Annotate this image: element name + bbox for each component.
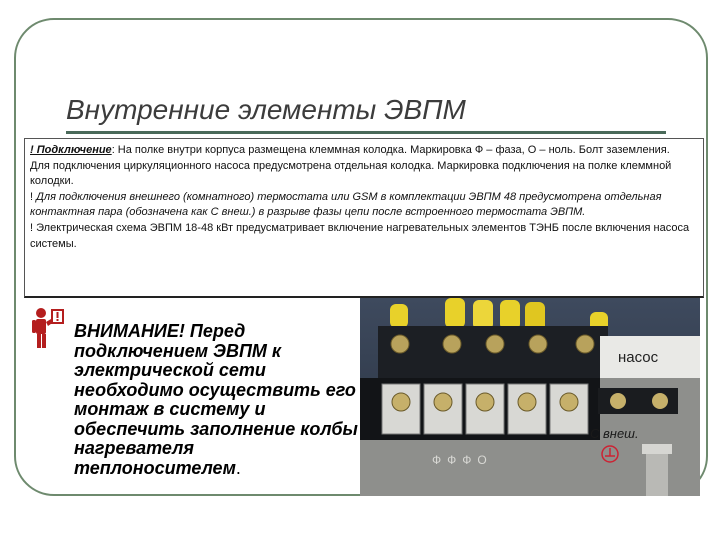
slide-title: Внутренние элементы ЭВПМ — [66, 94, 466, 125]
scheme-text: Электрическая схема ЭВПМ 18-48 кВт предусматривает включение нагревательных элементов ТЭНБ после включения насоса системы. — [30, 221, 690, 250]
warning-person-icon — [30, 306, 64, 350]
info-paragraph-pump: Для подключения циркуляционного насоса предусмотрена отдельная колодка. Маркировка подключения на полке клеммной колодки. — [30, 159, 672, 188]
terminal-block-photo — [360, 298, 700, 496]
warning-period: . — [235, 457, 241, 478]
title-underline — [66, 131, 666, 134]
warning-text — [74, 322, 359, 478]
connection-label: ! Подключение — [30, 144, 112, 156]
phase-marking: ФФФО — [432, 453, 493, 467]
connection-text: : На полке внутри корпуса размещена клеммная колодка. Маркировка Ф – фаза, О – ноль. Болт заземления. — [111, 144, 670, 156]
pump-label: насос — [618, 349, 659, 366]
scheme-mark: ! — [30, 221, 34, 234]
thermostat-text: Для подключения внешнего (комнатного) термостата или GSM в комплектации ЭВПМ 48 предусмотрена отдельная контактная пара (обозначена как С внеш.) в разрыве фазы цепи после встроенного термостата ЭВПМ. — [30, 190, 662, 219]
info-paragraph-connection — [30, 143, 698, 159]
thermostat-mark: ! — [30, 190, 37, 203]
info-box — [24, 138, 704, 298]
info-paragraph-thermostat — [30, 190, 698, 221]
warning-body: ВНИМАНИЕ! Перед подключением ЭВПМ к электрической сети необходимо осуществить его монтаж в систему и обеспечить заполнение колбы нагревателя теплоносителем — [74, 321, 358, 478]
external-contact-label: С внеш. — [590, 426, 639, 441]
info-paragraph-scheme — [30, 221, 698, 252]
